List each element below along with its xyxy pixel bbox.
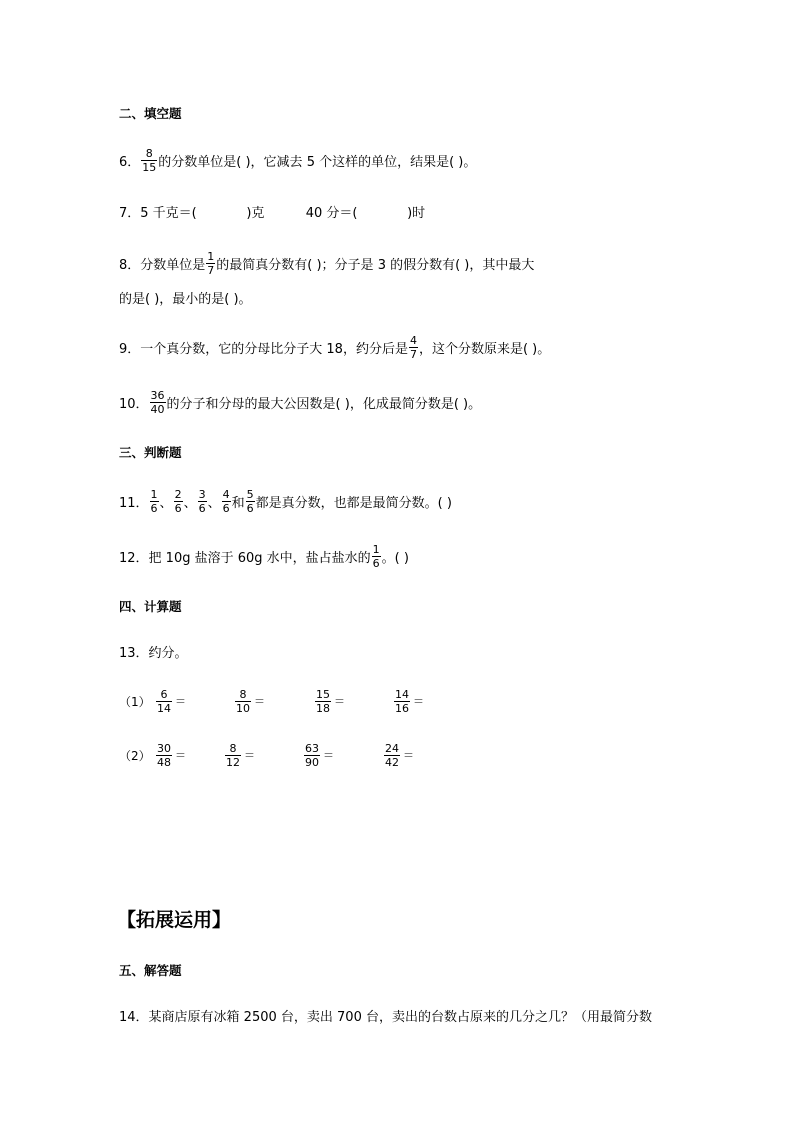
q13-row2-label: （2） — [119, 748, 151, 763]
fraction-numerator: 6 — [160, 687, 168, 701]
question-14 — [119, 1000, 652, 1030]
equals-sign: ＝ — [244, 749, 255, 762]
q13-row1-item-1 — [155, 684, 186, 718]
section-heading-judgement: 三、判断题 — [119, 445, 182, 460]
fraction-denominator: 14 — [157, 701, 171, 715]
question-13-title: 13．约分。 — [119, 645, 188, 661]
fraction-numerator: 36 — [150, 388, 165, 402]
fraction-denominator: 6 — [372, 556, 380, 570]
fraction-numerator: 4 — [409, 333, 417, 347]
fraction-numerator: 15 — [316, 687, 330, 701]
q11-sep: 、 — [207, 495, 221, 511]
section-heading-answer: 五、解答题 — [119, 963, 182, 978]
fraction-denominator: 6 — [174, 501, 182, 515]
question-7 — [119, 196, 425, 226]
fraction-denominator: 16 — [395, 701, 409, 715]
question-10 — [119, 387, 481, 417]
q13-row1-item-4 — [393, 684, 424, 718]
q6-text: 的分数单位是( )，它减去 5 个这样的单位，结果是( )。 — [158, 154, 477, 170]
section-heading-fill-blank: 二、填空题 — [119, 106, 182, 121]
fraction-denominator: 7 — [207, 263, 215, 277]
q10-text: 的分子和分母的最大公因数是( )，化成最简分数是( )。 — [166, 396, 482, 412]
question-8-line2 — [119, 282, 252, 312]
fraction-numerator: 14 — [395, 687, 409, 701]
fraction-denominator: 42 — [385, 755, 399, 769]
q12-prefix: 12．把 10g 盐溶于 60g 水中，盐占盐水的 — [119, 550, 371, 566]
fraction-denominator: 90 — [305, 755, 319, 769]
fraction-numerator: 1 — [372, 542, 380, 556]
q13-row1-label: （1） — [119, 694, 151, 709]
q9-text: ，这个分数原来是( )。 — [418, 341, 551, 357]
section-heading-calculation: 四、计算题 — [119, 599, 182, 614]
q11-fraction-5 — [246, 488, 255, 515]
q8-fraction — [206, 250, 215, 277]
extension-heading: 【拓展运用】 — [117, 908, 232, 931]
q10-prefix: 10． — [119, 396, 149, 412]
q11-prefix: 11． — [119, 495, 149, 511]
equals-sign: ＝ — [175, 749, 186, 762]
fraction-denominator: 15 — [142, 160, 157, 174]
fraction-denominator: 48 — [157, 755, 171, 769]
fraction-numerator: 8 — [145, 146, 153, 160]
fraction-numerator: 8 — [229, 741, 237, 755]
q14-text: 14．某商店原有冰箱 2500 台，卖出 700 台，卖出的台数占原来的几分之几？（用最简分数 — [119, 1009, 652, 1025]
q8-prefix: 8．分数单位是 — [119, 257, 206, 273]
fraction-numerator: 3 — [198, 487, 206, 501]
fraction-numerator: 5 — [246, 487, 254, 501]
q9-prefix: 9．一个真分数，它的分母比分子大 18，约分后是 — [119, 341, 408, 357]
fraction-denominator: 40 — [150, 402, 165, 416]
q13-row2-item-3 — [303, 738, 334, 772]
q8-text: 的最简真分数有( )；分子是 3 的假分数有( )，其中最大 — [216, 257, 535, 273]
question-6 — [119, 145, 476, 175]
fraction-denominator: 6 — [198, 501, 206, 515]
q6-prefix: 6． — [119, 154, 141, 170]
question-8 — [119, 248, 534, 278]
q11-fraction-4 — [222, 488, 231, 515]
equals-sign: ＝ — [323, 749, 334, 762]
fraction-numerator: 63 — [305, 741, 319, 755]
q13-row2-item-4 — [383, 738, 414, 772]
q10-fraction — [150, 389, 166, 416]
fraction-denominator: 7 — [409, 347, 417, 361]
q12-fraction — [372, 543, 381, 570]
q8-line2: 的是( )，最小的是( )。 — [119, 291, 252, 307]
equals-sign: ＝ — [403, 749, 414, 762]
q11-fraction-1 — [150, 488, 159, 515]
fraction-denominator: 6 — [150, 501, 158, 515]
equals-sign: ＝ — [254, 695, 265, 708]
fraction-numerator: 2 — [174, 487, 182, 501]
question-11 — [119, 486, 452, 516]
q12-text: 。( ) — [381, 550, 409, 566]
q13-row1-item-2 — [234, 684, 265, 718]
equals-sign: ＝ — [175, 695, 186, 708]
q11-sep: 、 — [159, 495, 173, 511]
fraction-denominator: 6 — [222, 501, 230, 515]
q13-row2-item-1 — [155, 738, 186, 772]
fraction-numerator: 30 — [157, 741, 171, 755]
equals-sign: ＝ — [413, 695, 424, 708]
fraction-denominator: 10 — [236, 701, 250, 715]
fraction-denominator: 18 — [316, 701, 330, 715]
fraction-denominator: 12 — [226, 755, 240, 769]
question-12 — [119, 541, 409, 571]
q9-fraction — [409, 334, 418, 361]
q6-fraction — [141, 147, 157, 174]
q11-sep: 、 — [183, 495, 197, 511]
fraction-denominator: 6 — [246, 501, 254, 515]
q11-fraction-3 — [198, 488, 207, 515]
question-9 — [119, 332, 550, 362]
equals-sign: ＝ — [334, 695, 345, 708]
q11-and: 和 — [231, 495, 245, 511]
fraction-numerator: 1 — [150, 487, 158, 501]
q13-row2-item-2 — [224, 738, 255, 772]
q7-text: 7．5 千克＝( )克 40 分＝( )时 — [119, 205, 426, 221]
fraction-numerator: 1 — [207, 249, 215, 263]
q11-text: 都是真分数，也都是最简分数。( ) — [255, 495, 452, 511]
q11-fraction-2 — [174, 488, 183, 515]
q13-row1-item-3 — [314, 684, 345, 718]
fraction-numerator: 4 — [222, 487, 230, 501]
fraction-numerator: 8 — [239, 687, 247, 701]
fraction-numerator: 24 — [385, 741, 399, 755]
